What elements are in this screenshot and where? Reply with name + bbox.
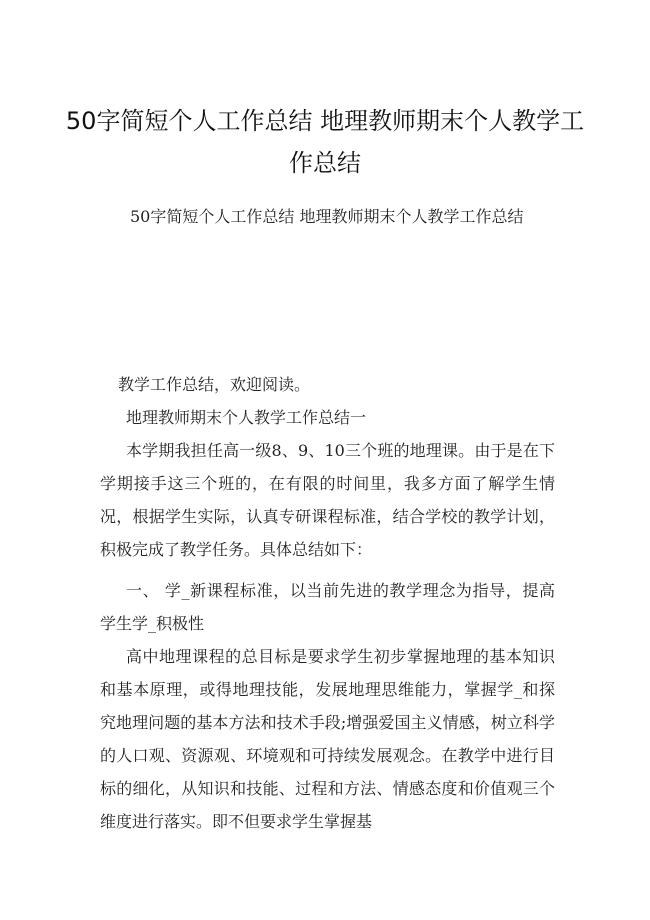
paragraph: 本学期我担任高一级8、9、10三个班的地理课。由于是在下学期接手这三个班的，在有限的时间里，我多方面了解学生情况，根据学生实际，认真专研课程标准，结合学校的教学计划，积极完成了教学任务。具体总结如下： (100, 441, 555, 559)
document-title: 50字简短个人工作总结 地理教师期末个人教学工作总结 (65, 107, 585, 177)
section-heading: 地理教师期末个人教学工作总结一 (126, 408, 367, 427)
intro-text: 教学工作总结，欢迎阅读。 (118, 375, 311, 394)
document-subtitle: 50字简短个人工作总结 地理教师期末个人教学工作总结 (130, 207, 524, 226)
paragraph: 高中地理课程的总目标是要求学生初步掌握地理的基本知识和基本原理，或得地理技能，发展地理思维能力，掌握学_和探究地理问题的基本方法和技术手段;增强爱国主义情感，树立科学的人口观、资源观、环境观和可持续发展观念。在教学中进行目标的细化，从知识和技能、过程和方法、情感态度和价值观三个维度进行落实。即不但要求学生掌握基 (100, 647, 555, 831)
paragraph: 一、 学_新课程标准，以当前先进的教学理念为指导，提高学生学_积极性 (100, 581, 555, 633)
